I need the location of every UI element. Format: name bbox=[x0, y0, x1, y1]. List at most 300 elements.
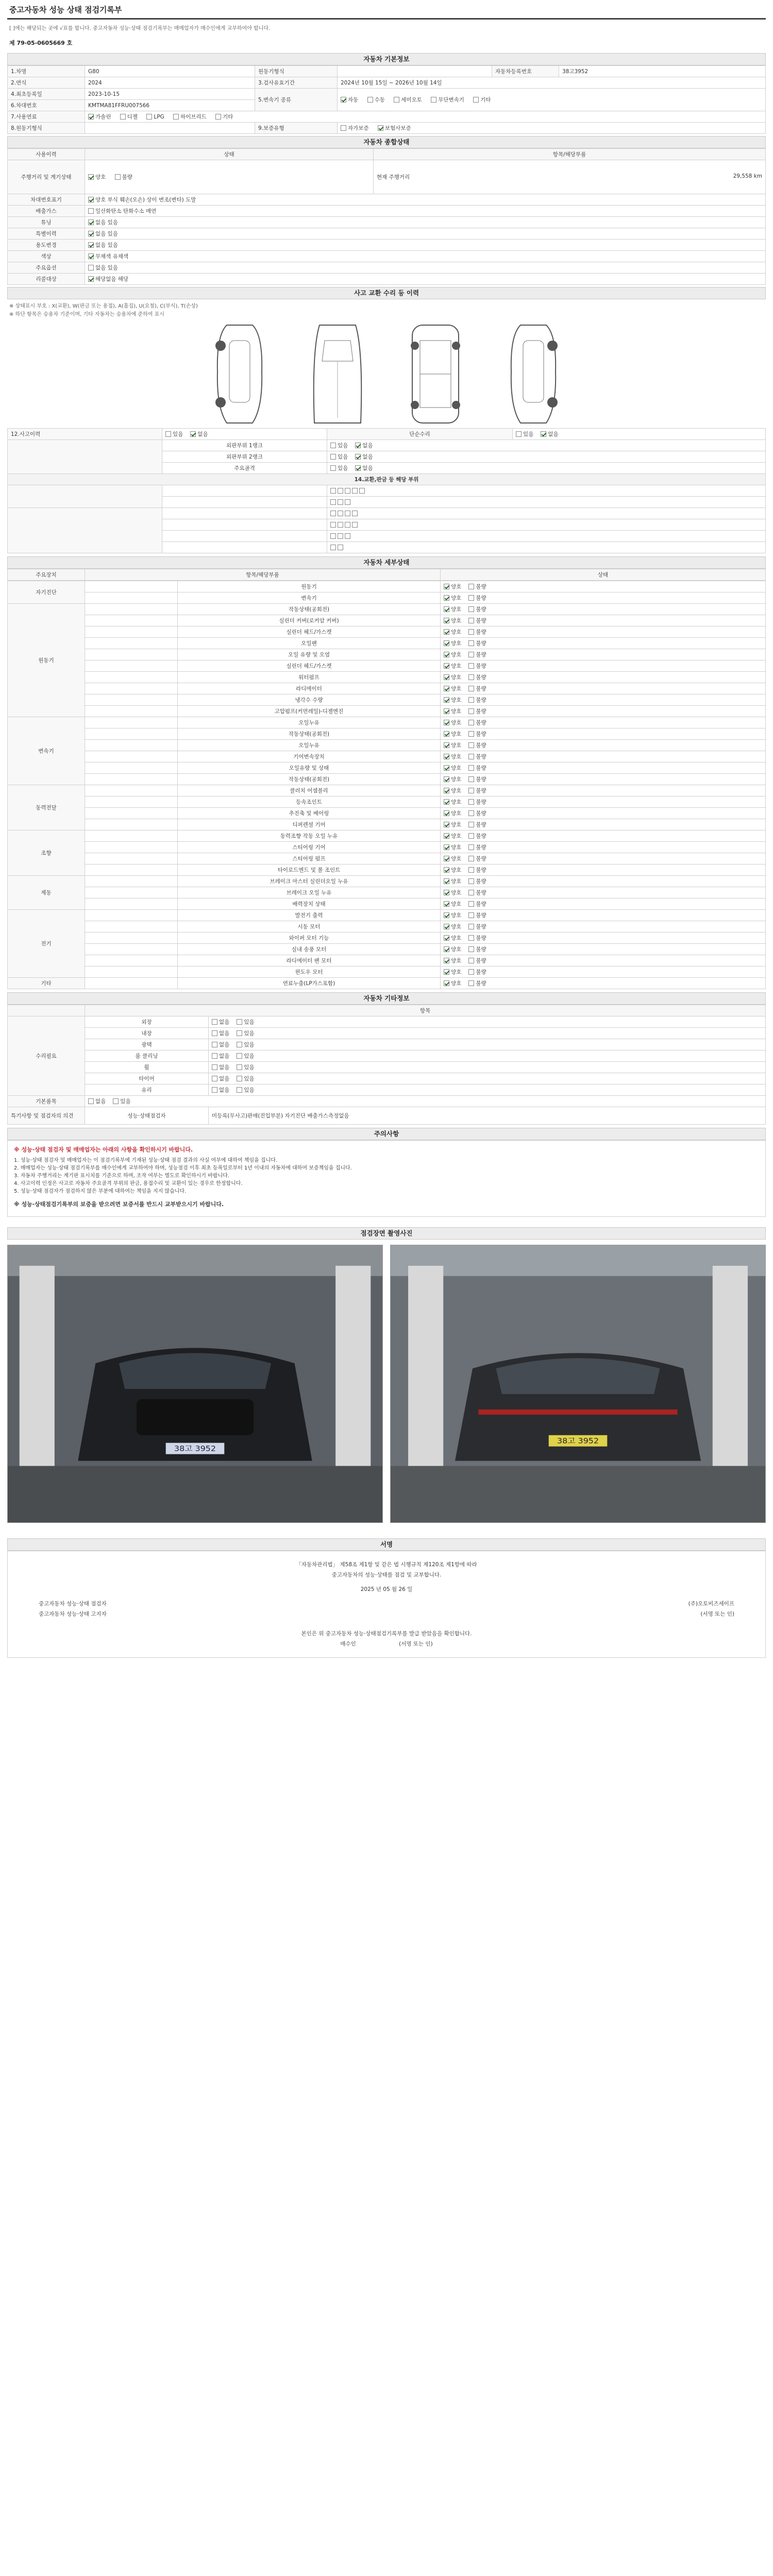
checkbox[interactable] bbox=[345, 499, 350, 505]
mileage-note: 현재 주행거리 bbox=[377, 174, 410, 180]
cert-no-label: 제 bbox=[9, 40, 15, 46]
state-option[interactable] bbox=[444, 832, 461, 840]
checkbox[interactable] bbox=[394, 97, 399, 103]
checkbox-checked[interactable] bbox=[444, 958, 449, 963]
detail-item-state bbox=[441, 660, 766, 672]
state-option[interactable] bbox=[468, 957, 486, 964]
checkbox[interactable] bbox=[473, 97, 479, 103]
checkbox[interactable] bbox=[468, 754, 474, 759]
state-option[interactable] bbox=[444, 741, 461, 749]
state-option[interactable] bbox=[468, 639, 486, 647]
checkbox[interactable] bbox=[468, 652, 474, 657]
state-option[interactable] bbox=[468, 628, 486, 636]
checkbox[interactable] bbox=[468, 856, 474, 861]
checkbox-checked[interactable] bbox=[88, 197, 94, 202]
detail-subgroup-cell bbox=[85, 944, 178, 955]
checkbox[interactable] bbox=[345, 522, 350, 528]
table-row bbox=[8, 1096, 766, 1107]
checkbox[interactable] bbox=[237, 1053, 242, 1059]
checkbox[interactable] bbox=[330, 465, 336, 471]
checkbox-checked[interactable] bbox=[444, 629, 449, 635]
checkbox[interactable] bbox=[516, 431, 522, 437]
state-option[interactable] bbox=[468, 934, 486, 942]
transmission-option[interactable] bbox=[394, 96, 422, 104]
option[interactable]: 있음 bbox=[237, 1052, 254, 1060]
checkbox[interactable] bbox=[468, 912, 474, 918]
legend-line: ※ 하단 항목은 승용차 기준이며, 기타 자동차는 승용차에 준하여 표시 bbox=[9, 312, 164, 317]
option[interactable]: 없음 bbox=[212, 1052, 229, 1060]
state-option[interactable] bbox=[444, 617, 461, 624]
state-option[interactable] bbox=[444, 889, 461, 896]
overall-row-label: 튜닝 bbox=[8, 217, 85, 228]
state-option[interactable] bbox=[444, 957, 461, 964]
state-option[interactable] bbox=[468, 673, 486, 681]
inspection-photo-front bbox=[7, 1245, 383, 1523]
state-option[interactable] bbox=[444, 798, 461, 806]
checkbox-checked[interactable] bbox=[444, 844, 449, 850]
transmission-label: 5.변속기 종류 bbox=[255, 89, 338, 111]
checkbox-checked[interactable] bbox=[444, 935, 449, 941]
checkbox-checked[interactable] bbox=[444, 810, 449, 816]
state-option[interactable] bbox=[468, 741, 486, 749]
checkbox[interactable] bbox=[330, 499, 336, 505]
option[interactable]: 있음 bbox=[165, 430, 183, 438]
checkbox[interactable] bbox=[431, 97, 436, 103]
detail-item-label: 클러치 어셈블리 bbox=[178, 785, 441, 796]
state-option[interactable] bbox=[444, 583, 461, 590]
checkbox[interactable] bbox=[468, 980, 474, 986]
checkbox-checked[interactable] bbox=[444, 708, 449, 714]
checkbox[interactable] bbox=[468, 629, 474, 635]
checkbox[interactable] bbox=[352, 511, 358, 516]
checkbox[interactable] bbox=[237, 1076, 242, 1081]
checkbox[interactable] bbox=[468, 686, 474, 691]
state-option[interactable] bbox=[444, 775, 461, 783]
car-left-side-icon bbox=[206, 320, 273, 428]
checkbox-checked[interactable] bbox=[444, 584, 449, 589]
checkbox[interactable] bbox=[468, 969, 474, 975]
state-option[interactable] bbox=[444, 753, 461, 760]
fuel-option[interactable] bbox=[146, 114, 164, 120]
checkbox[interactable] bbox=[468, 867, 474, 873]
checkbox[interactable] bbox=[468, 788, 474, 793]
transmission-option[interactable] bbox=[341, 96, 358, 104]
state-option[interactable] bbox=[444, 866, 461, 874]
checkbox[interactable] bbox=[212, 1064, 217, 1070]
checkbox[interactable] bbox=[345, 511, 350, 516]
checkbox-checked[interactable] bbox=[444, 697, 449, 703]
checkbox-checked[interactable] bbox=[444, 980, 449, 986]
checkbox[interactable] bbox=[468, 946, 474, 952]
checkbox[interactable] bbox=[468, 935, 474, 941]
checkbox[interactable] bbox=[212, 1076, 217, 1081]
checkbox-checked[interactable] bbox=[444, 765, 449, 771]
state-option[interactable] bbox=[444, 628, 461, 636]
state-option[interactable] bbox=[444, 651, 461, 658]
state-option[interactable] bbox=[468, 764, 486, 772]
state-option[interactable] bbox=[444, 764, 461, 772]
state-option[interactable] bbox=[444, 696, 461, 704]
car-front-top-icon bbox=[304, 320, 371, 428]
detail-item-state bbox=[441, 921, 766, 933]
checkbox[interactable] bbox=[165, 431, 171, 437]
checkbox[interactable] bbox=[352, 488, 358, 494]
checkbox[interactable] bbox=[88, 1098, 94, 1104]
checkbox-checked[interactable] bbox=[444, 720, 449, 725]
detail-item-state bbox=[441, 967, 766, 978]
state-option[interactable] bbox=[444, 730, 461, 738]
table-row bbox=[8, 615, 766, 626]
col-item: 항목 bbox=[85, 1005, 766, 1016]
state-option[interactable] bbox=[444, 605, 461, 613]
checkbox-checked[interactable] bbox=[88, 276, 94, 282]
checkbox-checked[interactable] bbox=[444, 799, 449, 805]
option[interactable]: 있음 bbox=[330, 453, 348, 461]
checkbox[interactable] bbox=[345, 488, 350, 494]
checkbox[interactable] bbox=[468, 890, 474, 895]
checkbox[interactable] bbox=[468, 878, 474, 884]
state-option[interactable] bbox=[468, 911, 486, 919]
state-option[interactable] bbox=[468, 753, 486, 760]
state-option[interactable] bbox=[468, 798, 486, 806]
checkbox[interactable] bbox=[468, 584, 474, 589]
checkbox[interactable] bbox=[237, 1064, 242, 1070]
detail-item-state bbox=[441, 899, 766, 910]
state-option[interactable] bbox=[444, 662, 461, 670]
table-row bbox=[8, 796, 766, 808]
option[interactable]: 없음 bbox=[212, 1029, 229, 1037]
state-option[interactable] bbox=[468, 787, 486, 794]
checkbox[interactable] bbox=[173, 114, 179, 120]
car-name-label: 1.차명 bbox=[8, 66, 85, 77]
checkbox-checked[interactable] bbox=[88, 253, 94, 259]
state-option[interactable] bbox=[468, 594, 486, 602]
state-option[interactable] bbox=[468, 662, 486, 670]
checkbox[interactable] bbox=[338, 545, 343, 550]
checkbox[interactable] bbox=[212, 1019, 217, 1025]
option[interactable]: 있음 bbox=[516, 430, 533, 438]
checkbox[interactable] bbox=[468, 697, 474, 703]
checkbox[interactable] bbox=[468, 901, 474, 907]
state-option[interactable] bbox=[444, 685, 461, 692]
checkbox-checked[interactable] bbox=[378, 125, 383, 131]
option[interactable]: 없음 bbox=[190, 430, 208, 438]
state-option[interactable] bbox=[468, 979, 486, 987]
state-option[interactable] bbox=[444, 945, 461, 953]
checkbox[interactable] bbox=[330, 443, 336, 448]
checkbox[interactable] bbox=[468, 674, 474, 680]
checkbox[interactable] bbox=[237, 1019, 242, 1025]
option[interactable]: 없음 bbox=[212, 1086, 229, 1094]
option-label: 무단변속기 bbox=[438, 97, 464, 103]
state-option[interactable]: 양호 bbox=[88, 173, 106, 181]
state-option[interactable] bbox=[444, 719, 461, 726]
state-option[interactable] bbox=[468, 707, 486, 715]
transmission-option[interactable] bbox=[431, 96, 464, 104]
state-option[interactable] bbox=[444, 673, 461, 681]
state-option[interactable] bbox=[468, 821, 486, 828]
state-option[interactable] bbox=[468, 605, 486, 613]
option[interactable]: 있음 bbox=[237, 1029, 254, 1037]
checkbox[interactable] bbox=[88, 265, 94, 270]
checkbox[interactable] bbox=[468, 810, 474, 816]
checkbox[interactable] bbox=[338, 533, 343, 539]
fuel-option[interactable] bbox=[173, 113, 207, 121]
state-option[interactable] bbox=[444, 843, 461, 851]
fuel-option[interactable] bbox=[120, 113, 138, 121]
option-label: 불량 bbox=[476, 833, 486, 839]
checkbox[interactable] bbox=[146, 114, 152, 120]
option-label: 불량 bbox=[476, 686, 486, 692]
option[interactable]: 없음 bbox=[212, 1041, 229, 1048]
checkbox[interactable] bbox=[468, 765, 474, 771]
checkbox-checked[interactable] bbox=[444, 890, 449, 895]
state-option[interactable] bbox=[468, 696, 486, 704]
checkbox[interactable] bbox=[212, 1030, 217, 1036]
option[interactable]: 있음 bbox=[330, 442, 348, 449]
checkbox[interactable] bbox=[120, 114, 126, 120]
checkbox[interactable] bbox=[468, 720, 474, 725]
option[interactable]: 없음 bbox=[355, 453, 373, 461]
checkbox[interactable] bbox=[468, 844, 474, 850]
option[interactable]: 없음 bbox=[355, 464, 373, 472]
transmission-option[interactable] bbox=[473, 96, 491, 104]
checkbox[interactable] bbox=[468, 640, 474, 646]
table-row bbox=[8, 429, 766, 440]
checkbox-checked[interactable] bbox=[444, 618, 449, 623]
option[interactable]: 없음 bbox=[88, 1097, 106, 1105]
option[interactable]: 없음 bbox=[212, 1075, 229, 1082]
checkbox-checked[interactable] bbox=[444, 742, 449, 748]
certificate-number bbox=[7, 37, 766, 53]
checkbox-checked[interactable] bbox=[190, 431, 196, 437]
checkbox[interactable] bbox=[468, 731, 474, 737]
state-option[interactable] bbox=[468, 923, 486, 930]
state-option[interactable] bbox=[444, 809, 461, 817]
checkbox-checked[interactable] bbox=[355, 465, 361, 471]
checkbox-checked[interactable] bbox=[444, 754, 449, 759]
checkbox[interactable] bbox=[468, 833, 474, 839]
checkbox[interactable] bbox=[212, 1042, 217, 1047]
checkbox-checked[interactable] bbox=[444, 595, 449, 601]
seller-value: (서명 또는 인) bbox=[700, 1611, 734, 1617]
repair-options bbox=[513, 429, 766, 440]
option[interactable]: 없음 bbox=[212, 1018, 229, 1026]
state-option[interactable] bbox=[468, 809, 486, 817]
warranty-option[interactable] bbox=[341, 124, 369, 132]
checkbox[interactable] bbox=[345, 533, 350, 539]
detail-item-label: 오일 유량 및 오염 bbox=[178, 649, 441, 660]
fuel-option[interactable] bbox=[215, 113, 233, 121]
checkbox[interactable] bbox=[113, 1098, 119, 1104]
checkbox[interactable] bbox=[468, 708, 474, 714]
state-option[interactable] bbox=[444, 594, 461, 602]
option[interactable]: 있음 bbox=[330, 464, 348, 472]
checkbox-checked[interactable] bbox=[341, 97, 346, 103]
checkbox-checked[interactable] bbox=[444, 833, 449, 839]
state-option[interactable] bbox=[444, 877, 461, 885]
checkbox[interactable] bbox=[338, 511, 343, 516]
option[interactable]: 없음 bbox=[541, 430, 558, 438]
state-option[interactable] bbox=[468, 900, 486, 908]
checkbox-checked[interactable] bbox=[444, 924, 449, 929]
checkbox[interactable] bbox=[468, 924, 474, 929]
option-label: 수동 bbox=[374, 97, 385, 103]
checkbox[interactable] bbox=[468, 799, 474, 805]
state-option[interactable] bbox=[468, 719, 486, 726]
detail-item-state bbox=[441, 774, 766, 785]
checkbox-checked[interactable] bbox=[88, 174, 94, 180]
buyer-label: 매수인 bbox=[340, 1641, 356, 1647]
state-option[interactable] bbox=[444, 934, 461, 942]
option[interactable]: 있음 bbox=[237, 1063, 254, 1071]
option[interactable]: 있음 bbox=[237, 1041, 254, 1048]
checkbox-checked[interactable] bbox=[444, 901, 449, 907]
detail-item-label: 추진축 및 베어링 bbox=[178, 808, 441, 819]
state-option[interactable] bbox=[468, 866, 486, 874]
checkbox-checked[interactable] bbox=[355, 443, 361, 448]
checkbox-checked[interactable] bbox=[444, 912, 449, 918]
checkbox[interactable] bbox=[115, 174, 121, 180]
state-option[interactable] bbox=[444, 968, 461, 976]
checkbox-checked[interactable] bbox=[444, 652, 449, 657]
detail-item-state bbox=[441, 762, 766, 774]
state-option[interactable] bbox=[468, 685, 486, 692]
checkbox-checked[interactable] bbox=[444, 674, 449, 680]
checkbox[interactable] bbox=[468, 742, 474, 748]
fuel-option[interactable] bbox=[88, 113, 111, 121]
checkbox[interactable] bbox=[352, 522, 358, 528]
detail-subgroup-cell bbox=[85, 604, 178, 615]
checkbox[interactable] bbox=[215, 114, 221, 120]
checkbox[interactable] bbox=[237, 1087, 242, 1093]
option[interactable]: 있음 bbox=[113, 1097, 130, 1105]
checkbox-checked[interactable] bbox=[444, 856, 449, 861]
checkbox-checked[interactable] bbox=[541, 431, 546, 437]
state-option[interactable] bbox=[444, 923, 461, 930]
checkbox-checked[interactable] bbox=[88, 219, 94, 225]
option-label: 기타 bbox=[480, 97, 491, 103]
transmission-option[interactable] bbox=[367, 96, 385, 104]
option-text: 무채색 유채색 bbox=[95, 253, 129, 260]
etc-row-label: 룸 클리닝 bbox=[85, 1050, 209, 1062]
state-option[interactable]: 불량 bbox=[115, 173, 132, 181]
checkbox-checked[interactable] bbox=[444, 878, 449, 884]
option[interactable]: 있음 bbox=[237, 1018, 254, 1026]
state-option[interactable] bbox=[468, 968, 486, 976]
option-label: 불량 bbox=[476, 731, 486, 737]
checkbox[interactable] bbox=[341, 125, 346, 131]
checkbox[interactable] bbox=[88, 208, 94, 214]
checkbox[interactable] bbox=[367, 97, 373, 103]
checkbox[interactable] bbox=[468, 776, 474, 782]
checkbox-checked[interactable] bbox=[88, 242, 94, 248]
checkbox[interactable] bbox=[330, 545, 336, 550]
checkbox-checked[interactable] bbox=[444, 731, 449, 737]
state-option[interactable] bbox=[468, 730, 486, 738]
checkbox-checked[interactable] bbox=[444, 686, 449, 691]
checkbox[interactable] bbox=[237, 1030, 242, 1036]
state-option[interactable] bbox=[468, 843, 486, 851]
checkbox[interactable] bbox=[468, 595, 474, 601]
checkbox[interactable] bbox=[212, 1087, 217, 1093]
checkbox-checked[interactable] bbox=[444, 946, 449, 952]
state-option[interactable] bbox=[444, 900, 461, 908]
state-option[interactable] bbox=[468, 583, 486, 590]
checkbox[interactable] bbox=[330, 511, 336, 516]
detail-item-label: 스티어링 기어 bbox=[178, 842, 441, 853]
cert-no-value: 79-05-0605669 bbox=[16, 40, 65, 46]
state-option[interactable] bbox=[468, 775, 486, 783]
checkbox[interactable] bbox=[237, 1042, 242, 1047]
checkbox-checked[interactable] bbox=[444, 788, 449, 793]
checkbox[interactable] bbox=[468, 618, 474, 623]
state-option[interactable] bbox=[468, 617, 486, 624]
state-option[interactable] bbox=[444, 707, 461, 715]
detail-item-state bbox=[441, 876, 766, 887]
checkbox[interactable] bbox=[330, 454, 336, 460]
etc-row-options bbox=[209, 1062, 766, 1073]
option-label: 양호 bbox=[451, 731, 462, 737]
checkbox-checked[interactable] bbox=[88, 114, 94, 120]
checkbox[interactable] bbox=[338, 522, 343, 528]
buyer-row bbox=[18, 1639, 755, 1649]
state-option[interactable] bbox=[468, 877, 486, 885]
state-option[interactable] bbox=[444, 979, 461, 987]
overall-row-options bbox=[85, 262, 766, 274]
state-option[interactable] bbox=[444, 855, 461, 862]
checkbox-checked[interactable] bbox=[355, 454, 361, 460]
checkbox-checked[interactable] bbox=[444, 640, 449, 646]
checkbox[interactable] bbox=[330, 522, 336, 528]
state-option[interactable] bbox=[468, 832, 486, 840]
checkbox[interactable] bbox=[330, 533, 336, 539]
detail-item-label: 라디에이터 bbox=[178, 683, 441, 694]
state-option[interactable] bbox=[444, 821, 461, 828]
checkbox[interactable] bbox=[330, 488, 336, 494]
state-option[interactable] bbox=[444, 639, 461, 647]
checkbox[interactable] bbox=[338, 488, 343, 494]
checkbox-checked[interactable] bbox=[444, 969, 449, 975]
option[interactable]: 있음 bbox=[237, 1075, 254, 1082]
state-option[interactable] bbox=[444, 787, 461, 794]
checkbox[interactable] bbox=[468, 822, 474, 827]
state-option[interactable] bbox=[444, 911, 461, 919]
detail-item-label: 발전기 출력 bbox=[178, 910, 441, 921]
checkbox[interactable] bbox=[468, 606, 474, 612]
table-row bbox=[8, 717, 766, 728]
checkbox[interactable] bbox=[212, 1053, 217, 1059]
checkbox-checked[interactable] bbox=[444, 663, 449, 669]
option[interactable]: 없음 bbox=[212, 1063, 229, 1071]
checkbox-checked[interactable] bbox=[444, 606, 449, 612]
checkbox[interactable] bbox=[338, 499, 343, 505]
state-option[interactable] bbox=[468, 651, 486, 658]
state-option[interactable] bbox=[468, 889, 486, 896]
checkbox-checked[interactable] bbox=[88, 231, 94, 236]
checkbox-checked[interactable] bbox=[444, 822, 449, 827]
checkbox-checked[interactable] bbox=[444, 776, 449, 782]
checkbox[interactable] bbox=[468, 958, 474, 963]
warranty-option[interactable] bbox=[378, 124, 411, 132]
option[interactable]: 있음 bbox=[237, 1086, 254, 1094]
state-option[interactable] bbox=[468, 945, 486, 953]
checkbox[interactable] bbox=[359, 488, 365, 494]
checkbox[interactable] bbox=[468, 663, 474, 669]
checkbox-checked[interactable] bbox=[444, 867, 449, 873]
state-option[interactable] bbox=[468, 855, 486, 862]
option[interactable]: 없음 bbox=[355, 442, 373, 449]
